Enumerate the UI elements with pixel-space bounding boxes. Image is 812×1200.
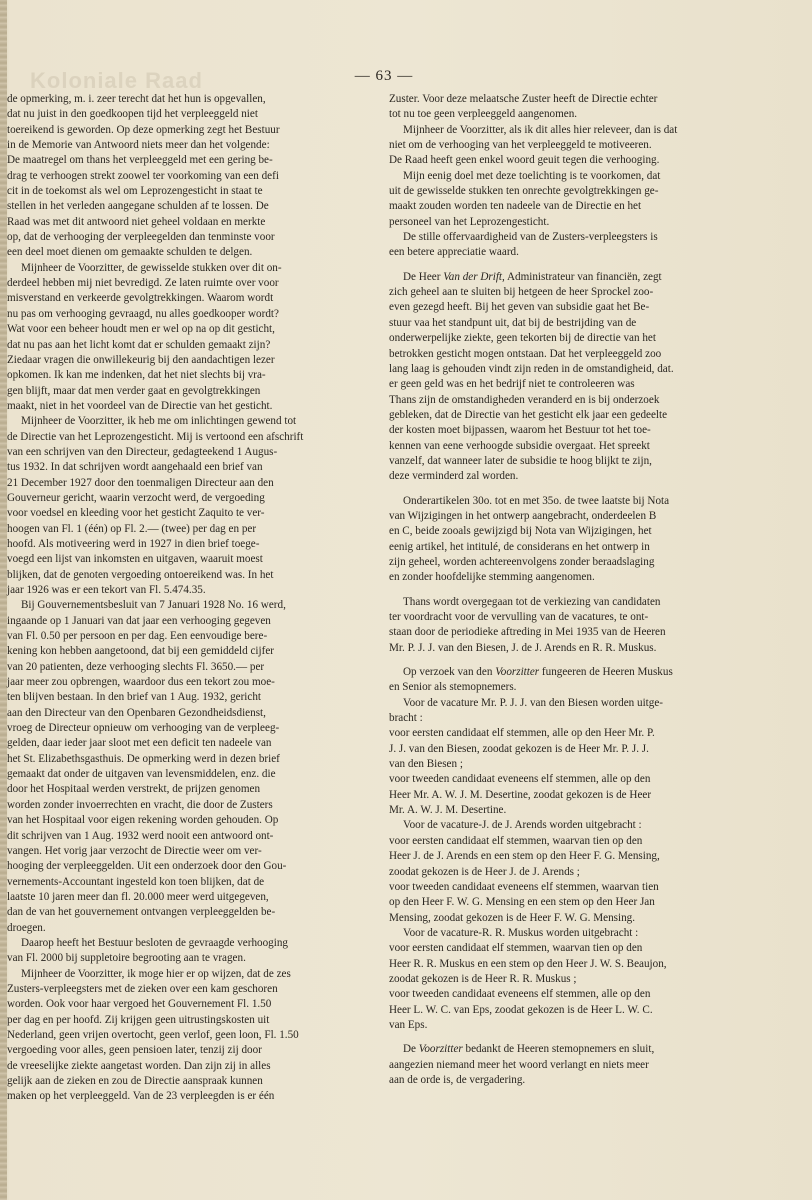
text-line: aan de orde is, de vergadering. <box>389 1073 526 1086</box>
text-line: voor tweeden candidaat eveneens elf stemmen, alle op den <box>389 988 651 1001</box>
text-line: voor tweeden candidaat eveneens elf stemmen, alle op den <box>389 773 651 786</box>
text-line: van den Biesen ; <box>389 758 463 771</box>
text-line: vangen. Het vorig jaar verzocht de Directie weer om ver- <box>7 844 262 857</box>
text-line: maakt, niet in het voordeel van de Directie van het gesticht. <box>7 399 273 412</box>
text-line: dat nu pas aan het licht komt dat er schulden gemaakt zijn? <box>7 338 271 351</box>
speaker-name: Van der Drift, <box>443 270 505 283</box>
text-line: ten blijven bestaan. In den brief van 1 Aug. 1932, gericht <box>7 691 261 704</box>
text-line: zoodat gekozen is de Heer R. R. Muskus ; <box>389 972 577 985</box>
text-line: Mr. P. J. J. van den Biesen, J. de J. Arends en R. R. Muskus. <box>389 641 657 654</box>
text-line <box>389 1042 761 1057</box>
text-line: hoofd. Als motiveering werd in 1927 in dien brief toege- <box>7 537 260 550</box>
text-line <box>389 270 761 285</box>
text-line: een deel moet dienen om gemaakte schulden te delgen. <box>7 246 253 259</box>
left-column <box>7 92 377 1105</box>
text-line: der kosten moet bijpassen, waarom het Bestuur tot het toe- <box>389 424 651 437</box>
chair-title: Voorzitter <box>495 666 540 679</box>
text-line: ingaande op 1 Januari van dat jaar een verhooging gegeven <box>7 614 271 627</box>
text-line: worden zonder invoerrechten en vracht, die door de Zusters <box>7 798 273 811</box>
text-line: Thans zijn de omstandigheden veranderd en is bij onderzoek <box>389 393 660 406</box>
text-line: De Raad heeft geen enkel woord geuit tegen die verhooging. <box>389 154 660 167</box>
text-line: de vreeselijke ziekte aangetast worden. Dan zijn zij in alles <box>7 1059 271 1072</box>
watermark-text: Koloniale Raad <box>30 68 203 93</box>
chair-title: Voorzitter <box>418 1043 463 1056</box>
text-line: dan de van het gouvernement ontvangen verpleeggelden be- <box>7 906 276 919</box>
text-line: Gouverneur gericht, waarin verzocht werd, de vergoeding <box>7 491 265 504</box>
text-line: onderwerpelijke ziekte, geen tekorten bij de directie van het <box>389 332 656 345</box>
paragraph <box>7 261 377 414</box>
text-line: ter voordracht voor de vervulling van de vacatures, te ont- <box>389 611 649 623</box>
text-line: Ziedaar vragen die onwillekeurig bij den aandachtigen lezer <box>7 353 275 366</box>
text-line: jaar 1926 was er een tekort van Fl. 5.474.35. <box>7 584 206 596</box>
text-line: gelijk aan de zieken en zou de Directie aanspraak kunnen <box>7 1075 263 1087</box>
text-line: voegd een lijst van inkomsten en uitgaven, waaruit moest <box>7 553 263 566</box>
text-line: van 20 patienten, deze verhooging slechts Fl. 3650.— per <box>7 660 265 673</box>
text-line: de opmerking, m. i. zeer terecht dat het hun is opgevallen, <box>7 93 266 105</box>
text-line: tus 1932. In dat schrijven wordt aangehaald een brief van <box>7 461 263 474</box>
text-line: maken op het verpleeggeld. Van de 23 verpleegden is er één <box>7 1090 275 1103</box>
text-line: nu pas om verhooging gevraagd, nu alles goedkooper wordt? <box>7 307 279 320</box>
paragraph <box>7 598 377 936</box>
text-line: stuur vaa het standpunt uit, dat bij de bestrijding van de <box>389 316 637 329</box>
text-line: Mijnheer de Voorzitter, de gewisselde stukken over dit on- <box>21 261 282 274</box>
text-line: Heer J. de J. Arends en een stem op den Heer F. G. Mensing, <box>389 850 660 863</box>
text-line: Wat voor een beheer houdt men er wel op na op dit gesticht, <box>7 323 275 336</box>
text-line: even gezegd heeft. Bij het geven van subsidie gaat het Be- <box>389 301 650 314</box>
text-line: Heer Mr. A. W. J. M. Desertine, zoodat gekozen is de Heer <box>389 788 652 801</box>
text-line: Daarop heeft het Bestuur besloten de gevraagde verhooging <box>21 936 288 949</box>
text-line: door het Hospitaal werden verstrekt, de prijzen genomen <box>7 783 261 796</box>
text-line: van Fl. 2000 bij suppletoire begrooting aan te vragen. <box>7 952 246 965</box>
paragraph <box>389 92 761 123</box>
paragraph-stemopnemers <box>389 665 761 696</box>
text-line: Zuster. Voor deze melaatsche Zuster heeft de Directie echter <box>389 93 658 105</box>
text-line: opkomen. Ik kan me indenken, dat het niet slechts bij vra- <box>7 369 266 382</box>
text-line: vernements-Accountant ingesteld kon toen blijken, dat de <box>7 875 265 888</box>
text-run: Administrateur van financiën, zegt <box>504 270 662 283</box>
text-line: vergoeding voor alles, geen pensioen later, tenzij zij door <box>7 1044 262 1057</box>
text-line: en Senior als stemopnemers. <box>389 681 517 694</box>
text-line: dat nu juist in den goedkoopen tijd het verpleeggeld niet <box>7 108 258 121</box>
text-line: personeel van het Leprozengesticht. <box>389 215 550 228</box>
text-line: Mr. A. W. J. M. Desertine. <box>389 804 507 817</box>
text-line: Mijn eenig doel met deze toelichting is te voorkomen, dat <box>403 169 661 182</box>
text-line: De stille offervaardigheid van de Zusters-verpleegsters is <box>403 231 658 244</box>
text-line: op den Heer F. W. G. Mensing en een stem op den Heer Jan <box>389 896 655 909</box>
paragraph <box>7 92 377 261</box>
text-line: Mijnheer de Voorzitter, ik heb me om inlichtingen gewend tot <box>21 415 297 428</box>
right-column <box>389 92 761 1088</box>
text-line: drag te verhoogen strekt zoowel ter voorkoming van een defi <box>7 169 279 182</box>
text-line: zijn geheel, worden achtereenvolgens zonder beraadslaging <box>389 555 655 568</box>
text-line: er geen geld was en het bedrijf niet te controleeren was <box>389 378 635 391</box>
paragraph-vacature-biesen <box>389 696 761 819</box>
text-line: niet om de verhooging van het verpleeggeld te motiveeren. <box>389 139 652 152</box>
text-line: Onderartikelen 30o. tot en met 35o. de twee laatste bij Nota <box>403 494 670 507</box>
text-line: laatste 10 jaren meer dan fl. 20.000 meer werd uitgegeven, <box>7 890 269 903</box>
text-line: uit de gewisselde stukken ten onrechte gevolgtrekkingen ge- <box>389 185 659 198</box>
text-line: maakt zouden worden ten nadeele van de Directie en het <box>389 200 642 213</box>
text-line: vanzelf, dat wanneer later de subsidie te hoog blijkt te zijn, <box>389 454 652 467</box>
text-line: Mijnheer de Voorzitter, als ik dit alles hier releveer, dan is dat <box>403 123 678 136</box>
text-line: voor eersten candidaat elf stemmen, waarvan tien op den <box>389 834 643 847</box>
text-line: een betere appreciatie waard. <box>389 246 519 259</box>
text-line: betrokken gesticht mogen ontstaan. Dat het verpleeggeld zoo <box>389 347 662 360</box>
text-line: droegen. <box>7 921 46 934</box>
binding-edge <box>0 0 7 1200</box>
text-line: zich geheel aan te sluiten bij hetgeen de heer Sprockel zoo- <box>389 286 654 299</box>
page-number: — 63 — <box>354 68 414 84</box>
text-line: voor voedsel en kleeding voor het gesticht Zaquito te ver- <box>7 507 265 520</box>
text-line: aan den Directeur van den Openbaren Gezondheidsdienst, <box>7 706 266 719</box>
text-line: Voor de vacature-R. R. Muskus worden uitgebracht : <box>403 926 639 939</box>
text-line: en C, beide zooals gewijzigd bij Nota van Wijzigingen, het <box>389 525 652 538</box>
paragraph <box>7 414 377 598</box>
text-line: jaar meer zou opbrengen, waardoor dus een tekort zou moe- <box>7 676 275 689</box>
text-line: Heer R. R. Muskus en een stem op den Heer J. W. S. Beaujon, <box>389 957 667 970</box>
text-line: voor eersten candidaat elf stemmen, alle op den Heer Mr. P. <box>389 727 655 740</box>
text-line: zoodat gekozen is de Heer J. de J. Arends ; <box>389 865 580 878</box>
text-line: dit schrijven van 1 Aug. 1932 werd nooit een antwoord ont- <box>7 829 274 842</box>
text-run: Op verzoek van den <box>403 666 496 679</box>
text-line <box>389 665 761 680</box>
text-line: de Directie van het Leprozengesticht. Mij is vertoond een afschrift <box>7 430 304 443</box>
text-line: hoogen van Fl. 1 (één) op Fl. 2.— (twee) per dag en per <box>7 522 257 535</box>
text-line: aangezien niemand meer het woord verlangt en niets meer <box>389 1058 649 1071</box>
paragraph-closing <box>389 1042 761 1088</box>
text-line: gebleken, dat de Directie van het gesticht elk jaar een gedeelte <box>389 408 668 421</box>
text-line: Voor de vacature-J. de J. Arends worden uitgebracht : <box>403 819 642 832</box>
paragraph-finance-administrator <box>389 270 761 485</box>
text-line: Mijnheer de Voorzitter, ik moge hier er op wijzen, dat de zes <box>21 967 291 980</box>
text-line: van het Hospitaal voor eigen rekening worden gehouden. Op <box>7 814 279 827</box>
text-line: voor tweeden candidaat eveneens elf stemmen, waarvan tien <box>389 880 659 893</box>
text-line: De maatregel om thans het verpleeggeld met een gering be- <box>7 154 273 167</box>
text-line: tot nu toe geen verpleeggeld aangenomen. <box>389 108 578 121</box>
text-line: hooging der verpleeggelden. Uit een onderzoek door den Gou- <box>7 860 287 873</box>
text-line: deze verminderd zal worden. <box>389 470 519 483</box>
text-line: Mensing, zoodat gekozen is de Heer F. W. G. Mensing. <box>389 911 636 924</box>
text-line: stellen in het verleden aangegane schulden af te lossen. De <box>7 200 269 213</box>
text-line: lang laag is gehouden vindt zijn reden in de omstandigheid, dat. <box>389 362 674 375</box>
paragraph <box>389 494 761 586</box>
text-line: gelden, daar ieder jaar sloot met een deficit ten nadeele van <box>7 737 272 750</box>
text-line: Nederland, geen vrijen overtocht, geen verlof, geen loon, Fl. 1.50 <box>7 1028 299 1041</box>
text-line: worden. Ook voor haar vergoed het Gouvernement Fl. 1.50 <box>7 998 272 1011</box>
paragraph-vacature-muskus <box>389 926 761 1033</box>
text-run: De <box>403 1043 419 1056</box>
text-line: voor eersten candidaat elf stemmen, waarvan tien op den <box>389 942 643 955</box>
text-line: van Fl. 0.50 per persoon en per dag. Een eenvoudige bere- <box>7 630 268 643</box>
text-line: gemaakt dat onder de uitgaven van levensmiddelen, enz. die <box>7 768 276 781</box>
text-line: van Wijzigingen in het ontwerp aangebracht, onderdeelen B <box>389 509 657 522</box>
text-line: Zusters-verpleegsters met de zieken over een kam geschoren <box>7 982 278 995</box>
paragraph <box>389 595 761 656</box>
paragraph <box>389 230 761 261</box>
paragraph <box>389 123 761 169</box>
text-line: kennen van eene verhoogde subsidie overgaat. Het spreekt <box>389 439 650 452</box>
text-run: fungeeren de Heeren Muskus <box>539 666 673 679</box>
text-line: van een schrijven van den Directeur, gedagteekend 1 Augus- <box>7 445 278 458</box>
text-line: per dag en per hoofd. Zij krijgen geen uitrustingskosten uit <box>7 1013 270 1026</box>
text-run: De Heer <box>403 270 444 283</box>
text-line: 21 December 1927 door den toenmaligen Directeur aan den <box>7 476 274 489</box>
text-line: Bij Gouvernementsbesluit van 7 Januari 1928 No. 16 werd, <box>21 599 286 612</box>
paragraph <box>7 936 377 967</box>
paragraph <box>389 169 761 230</box>
text-line: kening kon hebben aangetoond, dat bij een gemiddeld cijfer <box>7 645 274 658</box>
text-line: cit in de toekomst als wel om Leprozengesticht in staat te <box>7 185 263 198</box>
text-line: derdeel hebben mij niet bevredigd. Ze laten ruimte over voor <box>7 277 279 290</box>
text-line: J. J. van den Biesen, zoodat gekozen is de Heer Mr. P. J. J. <box>389 742 649 755</box>
text-run: bedankt de Heeren stemopnemers en sluit, <box>462 1043 655 1056</box>
text-line: en zonder hoofdelijke stemming aangenomen. <box>389 571 595 584</box>
paragraph <box>7 967 377 1105</box>
text-line: gen blijft, maar dat men verder gaat en gevolgtrekkingen <box>7 384 261 397</box>
text-line: vroeg de Directeur opnieuw om verhooging van de verpleeg- <box>7 722 280 735</box>
text-line: Raad was met dit antwoord niet geheel voldaan en merkte <box>7 215 266 228</box>
text-line: van Eps. <box>389 1018 428 1031</box>
text-line: staan door de periodieke aftreding in Mei 1935 van de Heeren <box>389 626 666 639</box>
text-line: op, dat de verhooging der verpleegelden dan tenminste voor <box>7 231 275 244</box>
paragraph-vacature-arends <box>389 818 761 925</box>
text-line: Voor de vacature Mr. P. J. J. van den Biesen worden uitge- <box>403 696 663 709</box>
text-line: toereikend is geworden. Op deze opmerking zegt het Bestuur <box>7 123 280 136</box>
text-line: misverstand en verkeerde gevolgtrekkingen. Waarom wordt <box>7 292 274 305</box>
text-line: bracht : <box>389 712 423 725</box>
text-line: Thans wordt overgegaan tot de verkiezing van candidaten <box>403 595 661 608</box>
text-line: in de Memorie van Antwoord niets meer dan het volgende: <box>7 139 270 152</box>
text-line: eenig artikel, het intitulé, de considerans en het ontwerp in <box>389 540 650 553</box>
text-line: het St. Elizabethsgasthuis. De opmerking werd in dezen brief <box>7 752 280 765</box>
text-line: blijken, dat de genoten vergoeding ontoereikend was. In het <box>7 568 274 581</box>
text-line: Heer L. W. C. van Eps, zoodat gekozen is de Heer L. W. C. <box>389 1003 653 1016</box>
